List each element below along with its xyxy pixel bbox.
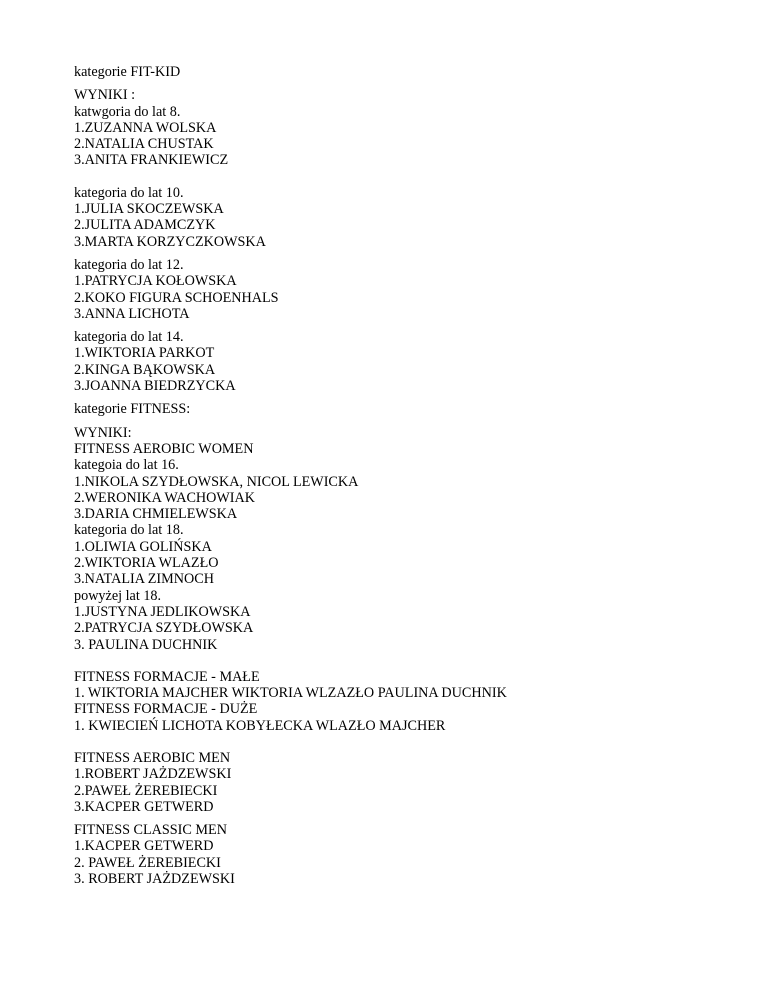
discipline-title: FITNESS FORMACJE - DUŻE: [74, 701, 258, 718]
category-title: kategoria do lat 10.: [74, 184, 184, 201]
category-title: katwgoria do lat 8.: [74, 103, 181, 120]
fitkid-heading: kategorie FIT-KID: [74, 64, 181, 80]
result-entry: 2.KINGA BĄKOWSKA: [74, 361, 216, 378]
result-entry: 1.JUSTYNA JEDLIKOWSKA: [74, 603, 251, 620]
category-title: kategoria do lat 12.: [74, 256, 184, 273]
result-entry: 3.JOANNA BIEDRZYCKA: [74, 378, 236, 395]
fitkid-age14-block: [74, 329, 734, 394]
result-entry: 3. PAULINA DUCHNIK: [74, 636, 218, 653]
result-entry: 1. KWIECIEŃ LICHOTA KOBYŁECKA WLAZŁO MAJCHER: [74, 717, 446, 734]
result-entry: 2. PAWEŁ ŻEREBIECKI: [74, 854, 221, 871]
discipline-title: FITNESS AEROBIC WOMEN: [74, 440, 254, 457]
result-entry: 3.DARIA CHMIELEWSKA: [74, 506, 238, 523]
result-entry: 1.ROBERT JAŻDZEWSKI: [74, 766, 232, 783]
fitkid-age8-block: [74, 87, 734, 168]
result-entry: 2.KOKO FIGURA SCHOENHALS: [74, 289, 279, 306]
result-entry: 2.WERONIKA WACHOWIAK: [74, 489, 255, 506]
result-entry: 3.ANITA FRANKIEWICZ: [74, 152, 229, 169]
fitkid-heading-block: [74, 64, 734, 80]
fitness-aerobic-men-block: [74, 750, 734, 815]
fitkid-results-label: WYNIKI :: [74, 87, 136, 104]
discipline-title: FITNESS CLASSIC MEN: [74, 822, 227, 839]
discipline-title: FITNESS FORMACJE - MAŁE: [74, 668, 260, 685]
category-title: kategoria do lat 14.: [74, 329, 184, 346]
result-entry: 1.NIKOLA SZYDŁOWSKA, NICOL LEWICKA: [74, 473, 359, 490]
category-title: kategoria do lat 18.: [74, 522, 184, 539]
result-entry: 1.JULIA SKOCZEWSKA: [74, 201, 224, 218]
document-page: [74, 64, 734, 894]
result-entry: 2.WIKTORIA WLAZŁO: [74, 555, 219, 572]
fitkid-age12-block: [74, 257, 734, 322]
fitness-heading-block: [74, 401, 734, 417]
result-entry: 1.ZUZANNA WOLSKA: [74, 119, 217, 136]
result-entry: 1.WIKTORIA PARKOT: [74, 345, 215, 362]
result-entry: 1.KACPER GETWERD: [74, 838, 214, 855]
result-entry: 2.PATRYCJA SZYDŁOWSKA: [74, 620, 254, 637]
fitkid-age10-block: [74, 185, 734, 250]
fitness-aerobic-women-block: [74, 425, 734, 653]
fitness-formations-block: [74, 669, 734, 734]
result-entry: 1.PATRYCJA KOŁOWSKA: [74, 273, 237, 290]
result-entry: 1. WIKTORIA MAJCHER WIKTORIA WLZAZŁO PAULINA DUCHNIK: [74, 685, 507, 702]
result-entry: 3.NATALIA ZIMNOCH: [74, 571, 214, 588]
result-entry: 1.OLIWIA GOLIŃSKA: [74, 538, 212, 555]
result-entry: 2.NATALIA CHUSTAK: [74, 136, 214, 153]
fitness-heading: kategorie FITNESS:: [74, 401, 191, 418]
fitness-classic-men-block: [74, 822, 734, 887]
result-entry: 3.KACPER GETWERD: [74, 798, 214, 815]
result-entry: 2.PAWEŁ ŻEREBIECKI: [74, 782, 218, 799]
category-title: kategoia do lat 16.: [74, 457, 179, 474]
result-entry: 3. ROBERT JAŻDZEWSKI: [74, 871, 235, 888]
result-entry: 3.MARTA KORZYCZKOWSKA: [74, 233, 266, 250]
category-title: powyżej lat 18.: [74, 587, 162, 604]
result-entry: 3.ANNA LICHOTA: [74, 305, 190, 322]
discipline-title: FITNESS AEROBIC MEN: [74, 749, 231, 766]
fitness-results-label: WYNIKI:: [74, 424, 132, 441]
result-entry: 2.JULITA ADAMCZYK: [74, 217, 216, 234]
